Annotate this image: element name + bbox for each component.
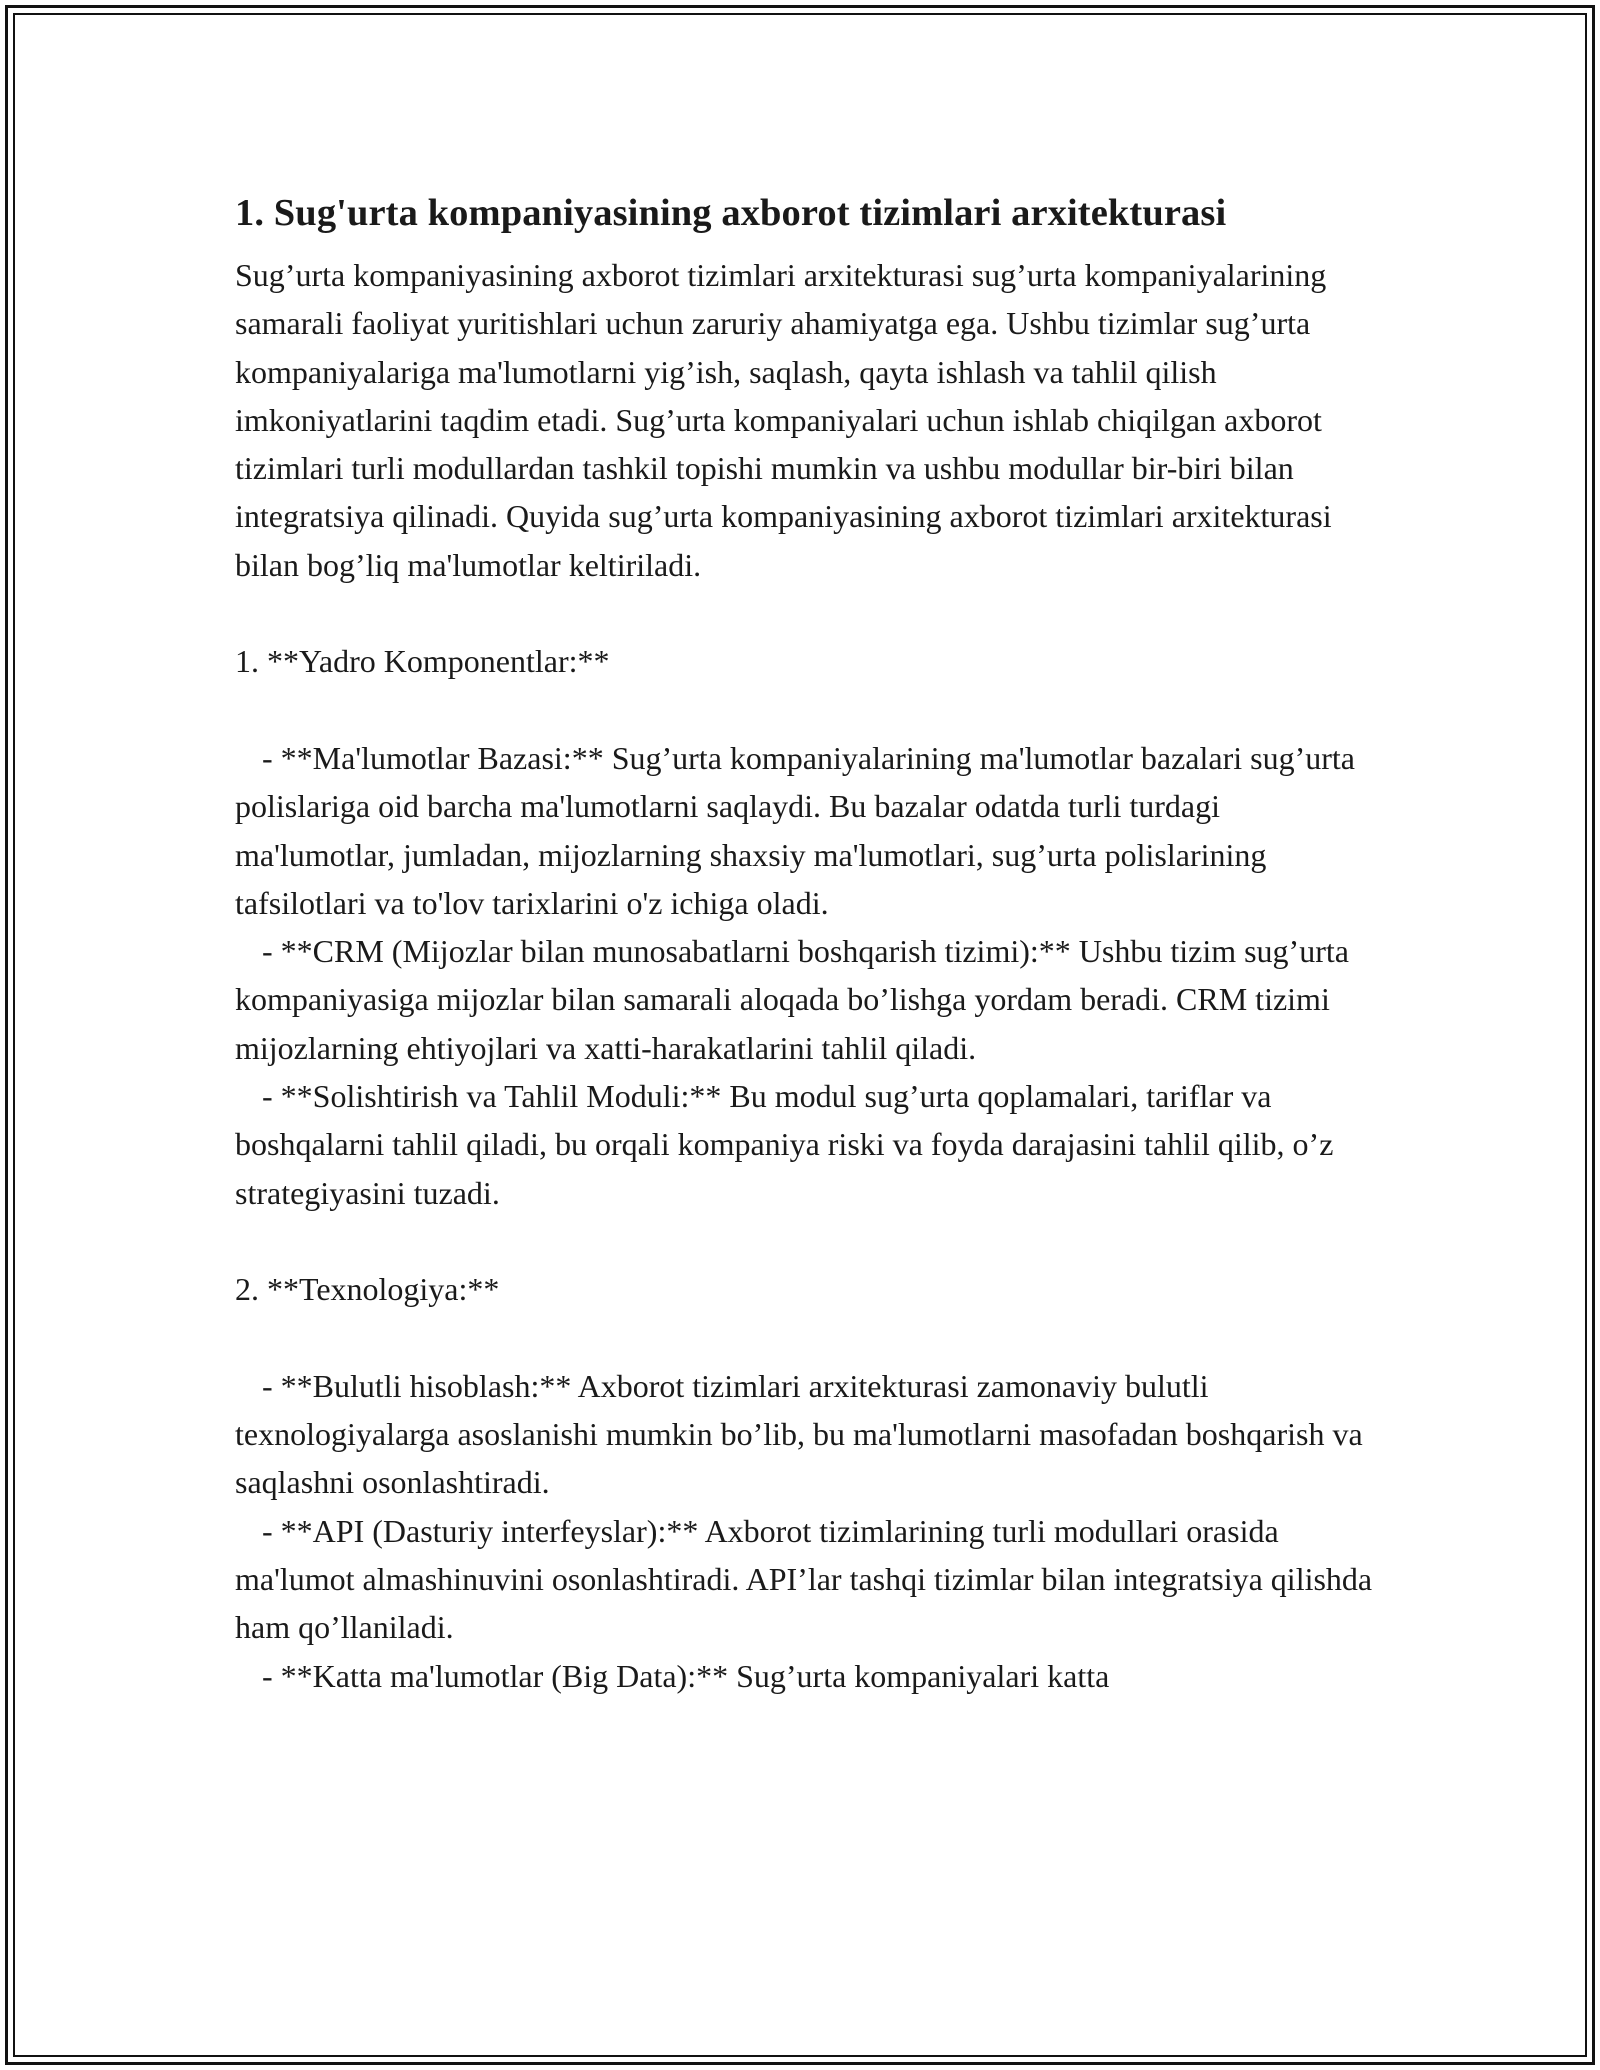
list-item-crm — [235, 927, 1385, 1072]
item-lead: - **Katta ma'lumotlar (Big Data):** — [262, 1657, 729, 1694]
item-lead: - **API (Dasturiy interfeyslar):** — [262, 1512, 699, 1549]
item-lead: - **Solishtirish va Tahlil Moduli:** — [262, 1078, 722, 1115]
item-lead: - **Bulutli hisoblash:** — [262, 1367, 572, 1404]
document-page — [235, 185, 1385, 1700]
item-lead: - **CRM (Mijozlar bilan munosabatlarni boshqarish tizimi):** — [262, 933, 1071, 970]
item-lead: - **Ma'lumotlar Bazasi:** — [262, 739, 604, 776]
item-text: Ushbu tizim sug’urta kompaniyasiga mijozlar bilan samarali aloqada bo’lishga yordam beradi. CRM tizimi mijozlarning ehtiyojlari va xatti-harakatlarini tahlil qiladi. — [235, 933, 1349, 1066]
list-item-big-data — [235, 1652, 1385, 1700]
list-item-malumotlar-bazasi — [235, 734, 1385, 927]
section-heading-yadro: 1. **Yadro Komponentlar:** — [235, 643, 610, 680]
list-item-api — [235, 1507, 1385, 1652]
list-item-solishtirish — [235, 1072, 1385, 1217]
section-heading-texnologiya: 2. **Texnologiya:** — [235, 1271, 500, 1308]
item-text: Sug’urta kompaniyalari katta — [736, 1657, 1110, 1694]
item-text: Axborot tizimlarining turli modullari orasida ma'lumot almashinuvini osonlashtiradi. API’lar tashqi tizimlar bilan integratsiya qilishda ham qo’llaniladi. — [235, 1512, 1373, 1646]
item-text: Sug’urta kompaniyalarining ma'lumotlar bazalari sug’urta polislariga oid barcha ma'lumotlarni saqlaydi. Bu bazalar odatda turli turdagi ma'lumotlar, jumladan, mijozlarning shaxsiy ma'lumotlari, sug’urta polislarining tafsilotlari va to'lov tarixlarini o'z ichiga oladi. — [235, 739, 1355, 921]
document-title: 1. Sug'urta kompaniyasining axborot tizimlari arxitekturasi — [235, 192, 1227, 234]
item-text: Bu modul sug’urta qoplamalari, tariflar va boshqalarni tahlil qiladi, bu orqali kompaniya riski va foyda darajasini tahlil qilib, o’z strategiyasini tuzadi. — [235, 1078, 1334, 1211]
list-item-bulutli-hisoblash — [235, 1362, 1385, 1507]
intro-paragraph: Sug’urta kompaniyasining axborot tizimlari arxitekturasi sug’urta kompaniyalarining samarali faoliyat yuritishlari uchun zaruriy ahamiyatga ega. Ushbu tizimlar sug’urta kompaniyalariga ma'lumotlarni yig’ish, saqlash, qayta ishlash va tahlil qilish imkoniyatlarini taqdim etadi. Sug’urta kompaniyalari uchun ishlab chiqilgan axborot tizimlari turli modullardan tashkil topishi mumkin va ushbu modullar bir-biri bilan integratsiya qilinadi. Quyida sug’urta kompaniyasining axborot tizimlari arxitekturasi bilan bog’liq ma'lumotlar keltiriladi. — [235, 257, 1332, 583]
item-text: Axborot tizimlari arxitekturasi zamonaviy bulutli texnologiyalarga asoslanishi mumkin bo’lib, bu ma'lumotlarni masofadan boshqarish va saqlashni osonlashtiradi. — [235, 1367, 1363, 1501]
